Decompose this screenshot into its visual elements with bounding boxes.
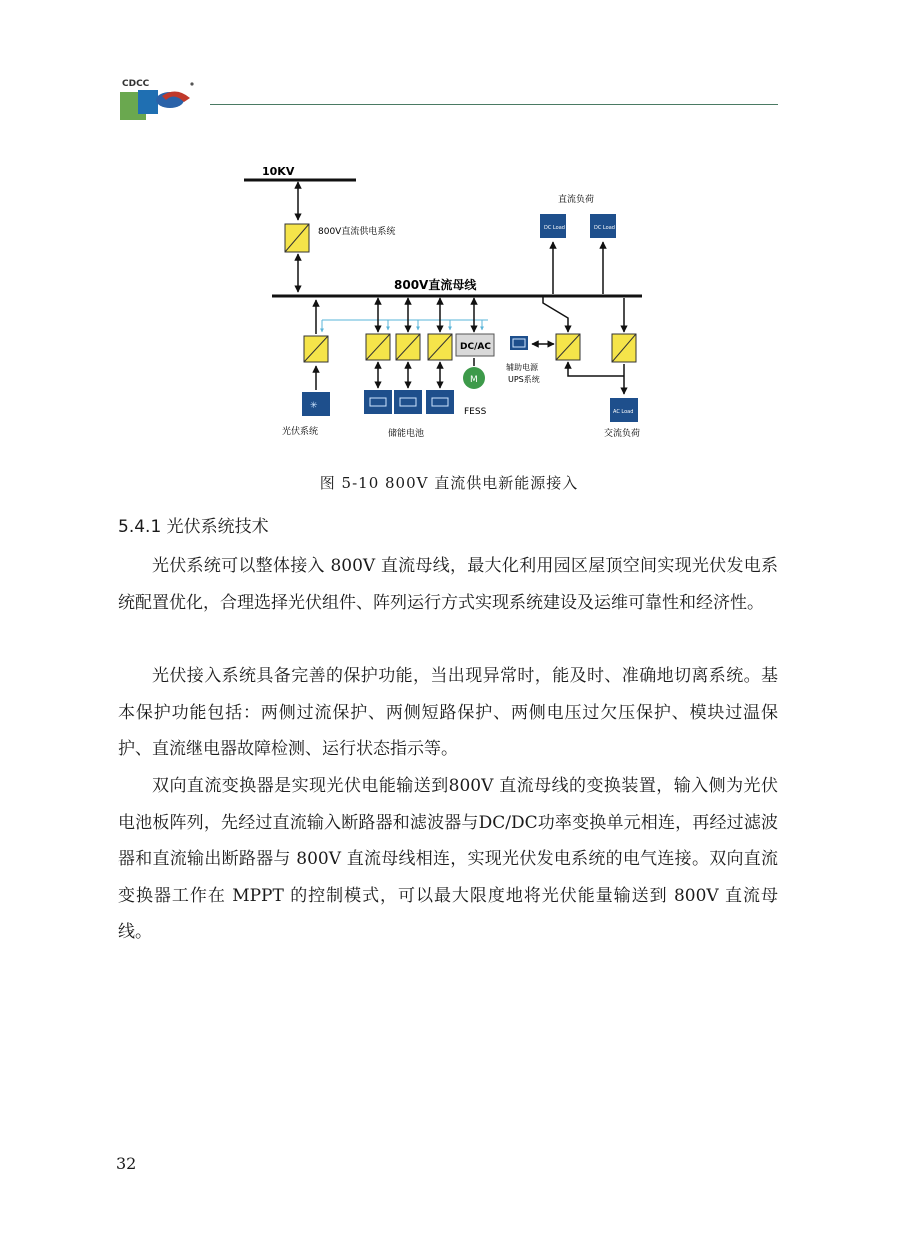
fess-label: FESS: [464, 407, 487, 417]
header-rule: [210, 104, 778, 105]
battery-column-2: [394, 298, 422, 414]
dc-load-1-label: DC Load: [544, 225, 565, 231]
battery-label: 储能电池: [388, 429, 425, 439]
battery-column-3: [426, 298, 454, 414]
pv-system-label: 光伏系统: [282, 427, 319, 437]
page-number: 32: [116, 1154, 137, 1173]
ac-load-label: AC Load: [613, 409, 634, 415]
battery-column-1: [364, 298, 392, 414]
dc-supply-diagram: [238, 158, 658, 448]
paragraph-3: 双向直流变换器是实现光伏电能输送到800V 直流母线的变换装置，输入侧为光伏电池板阵列，先经过直流输入断路器和滤波器与DC/DC功率变换单元相连，再经过滤波器和直流输出断路器与 800V 直流母线相连，实现光伏发电系统的电气连接。双向直流变换器工作在 MPPT 的控制模式，可以最大限度地将光伏能量输送到 800V 直流母线。: [118, 776, 778, 942]
dc-bus-label: 800V直流母线: [394, 278, 477, 292]
section-title: 5.4.1 光伏系统技术: [118, 517, 269, 537]
cdcc-logo: [118, 76, 200, 122]
figure-caption: 图 5-10 800V 直流供电新能源接入: [319, 474, 579, 492]
svg-text:✳: ✳: [310, 401, 318, 411]
ac-load-group-label: 交流负荷: [604, 429, 641, 439]
ups-label: UPS系统: [508, 375, 540, 384]
paragraph-2: 光伏接入系统具备完善的保护功能，当出现异常时，能及时、准确地切离系统。基本保护功能包括：两侧过流保护、两侧短路保护、两侧电压过欠压保护、模块过温保护、直流继电器故障检测、运行状态指示等。: [118, 666, 778, 759]
kv10-label: 10KV: [262, 165, 295, 178]
supply-system-label: 800V直流供电系统: [318, 227, 396, 237]
logo-text: CDCC: [122, 79, 150, 89]
motor-label: M: [470, 375, 478, 385]
aux-power-label: 辅助电源: [506, 363, 538, 372]
dc-load-2-label: DC Load: [594, 225, 615, 231]
dc-load-group-label: 直流负荷: [558, 195, 595, 205]
dcac-label: DC/AC: [460, 342, 491, 352]
paragraph-1: 光伏系统可以整体接入 800V 直流母线，最大化利用园区屋顶空间实现光伏发电系统配置优化，合理选择光伏组件、阵列运行方式实现系统建设及运维可靠性和经济性。: [118, 556, 778, 613]
